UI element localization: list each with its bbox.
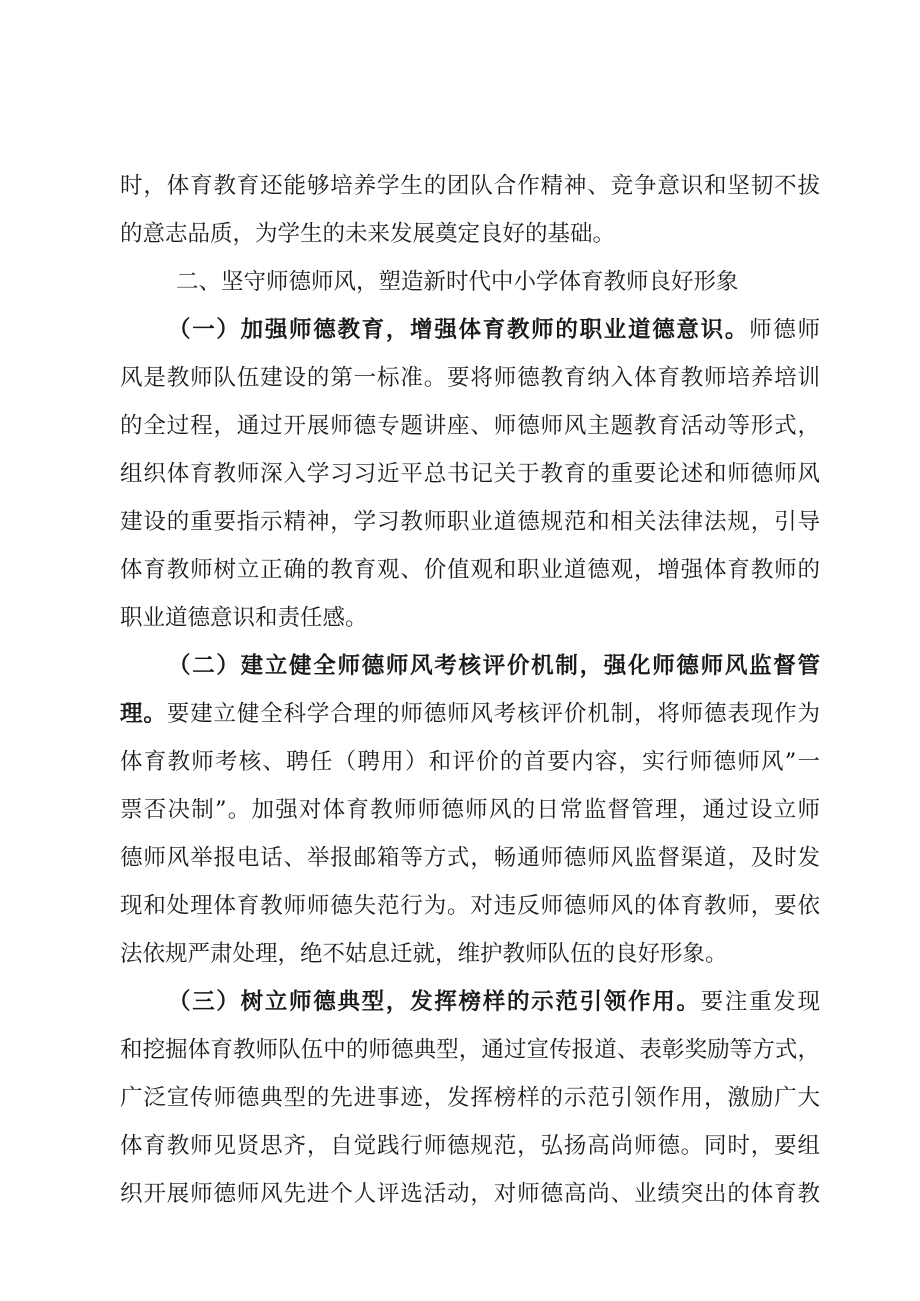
subsection-3-first-line (168, 978, 820, 1026)
subsection-1-first-tail: 师德师 (749, 317, 820, 343)
subsection-2-second-tail: 要建立健全科学合理的师德师风考核评价机制，将师德表现作为 (166, 701, 820, 727)
body-line: 现和处理体育教师师德失范行为。对违反师德师风的体育教师，要依 (120, 893, 820, 919)
body-line: 的全过程，通过开展师德专题讲座、师德师风主题教育活动等形式， (120, 413, 820, 439)
subsection-3-title: （三）树立师德典型，发挥榜样的示范引领作用。 (168, 989, 701, 1015)
body-line: 时，体育教育还能够培养学生的团队合作精神、竞争意识和坚韧不拔 (120, 173, 820, 199)
subsection-2-title-line1: （二）建立健全师德师风考核评价机制，强化师德师风监督管 (168, 653, 820, 679)
body-line: 广泛宣传师德典型的先进事迹，发挥榜样的示范引领作用，激励广大 (120, 1085, 820, 1111)
body-line: 体育教师树立正确的教育观、价值观和职业道德观，增强体育教师的 (120, 557, 820, 583)
body-line: 德师风举报电话、举报邮箱等方式，畅通师德师风监督渠道，及时发 (120, 845, 820, 871)
section-heading: 二、坚守师德师风，塑造新时代中小学体育教师良好形象 (176, 269, 739, 295)
body-line: 和挖掘体育教师队伍中的师德典型，通过宣传报道、表彰奖励等方式， (120, 1037, 820, 1063)
body-line: 票否决制”。加强对体育教师师德师风的日常监督管理，通过设立师 (120, 797, 820, 823)
body-line: 组织体育教师深入学习习近平总书记关于教育的重要论述和师德师风 (120, 461, 820, 487)
body-line: 的意志品质，为学生的未来发展奠定良好的基础。 (120, 221, 616, 247)
subsection-1-title: （一）加强师德教育，增强体育教师的职业道德意识。 (168, 317, 750, 343)
subsection-2-first-line (168, 642, 820, 690)
body-line: 风是教师队伍建设的第一标准。要将师德教育纳入体育教师培养培训 (120, 365, 820, 391)
subsection-1-first-line (168, 306, 820, 354)
subsection-2-title-line2: 理。 (120, 701, 167, 727)
subsection-2-second-line (120, 690, 820, 738)
body-line: 体育教师考核、聘任（聘用）和评价的首要内容，实行师德师风”一 (120, 749, 820, 775)
body-line: 法依规严肃处理，绝不姑息迁就，维护教师队伍的良好形象。 (120, 941, 728, 967)
subsection-3-first-tail: 要注重发现 (700, 989, 820, 1015)
body-line: 建设的重要指示精神，学习教师职业道德规范和相关法律法规，引导 (120, 509, 820, 535)
body-line: 织开展师德师风先进个人评选活动，对师德高尚、业绩突出的体育教 (120, 1181, 820, 1207)
body-line: 体育教师见贤思齐，自觉践行师德规范，弘扬高尚师德。同时，要组 (120, 1133, 820, 1159)
body-line: 职业道德意识和责任感。 (120, 605, 368, 631)
